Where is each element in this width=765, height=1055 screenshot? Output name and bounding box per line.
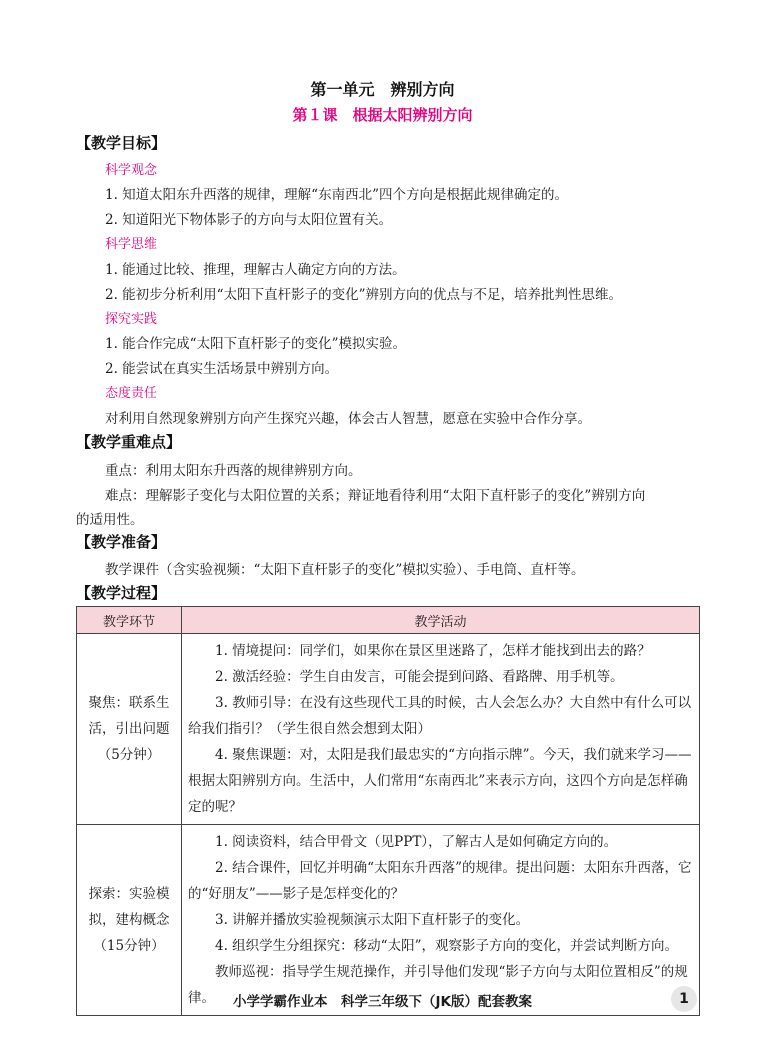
column-header-activity: 教学活动 [182, 607, 700, 634]
practice-item: 1. 能合作完成“太阳下直杆影子的变化”模拟实验。 [105, 336, 406, 352]
stage-text: 探索：实验模 [88, 886, 170, 902]
activity-cell [182, 825, 700, 1016]
concept-item: 1. 知道太阳东升西落的规律，理解“东南西北”四个方向是根据此规律确定的。 [105, 187, 568, 203]
stage-text: （15分钟） [93, 938, 165, 954]
activity-item: 1. 情境提问：同学们，如果你在景区里迷路了，怎样才能找到出去的路？ [215, 643, 651, 659]
difficult-point: 难点：理解影子变化与太阳位置的关系；辩证地看待利用“太阳下直杆影子的变化”辨别方向 [105, 488, 646, 504]
activity-item: 3. 讲解并播放实验视频演示太阳下直杆影子的变化。 [215, 912, 530, 928]
section-heading-preparation: 【教学准备】 [76, 533, 167, 551]
key-point: 重点：利用太阳东升西落的规律辨别方向。 [105, 463, 362, 479]
activity-cell [182, 634, 700, 825]
activity-item: 4. 组织学生分组探究：移动“太阳”，观察影子方向的变化，并尝试判断方向。 [215, 938, 678, 954]
section-heading-process: 【教学过程】 [76, 584, 167, 602]
activity-item: 3. 教师引导：在没有这些现代工具的时候，古人会怎么办？大自然中有什么可以给我们指引？（学生很自然会想到太阳） [188, 695, 692, 737]
thinking-item: 1. 能通过比较、推理，理解古人确定方向的方法。 [105, 262, 406, 278]
section-heading-key-points: 【教学重难点】 [76, 433, 182, 451]
table-row [77, 634, 700, 825]
subheading-thinking: 科学思维 [105, 237, 158, 252]
footer-title: 小学学霸作业本 科学三年级下（JK版）配套教案 [233, 994, 532, 1010]
subheading-concept: 科学观念 [105, 163, 158, 178]
preparation-text: 教学课件（含实验视频：“太阳下直杆影子的变化”模拟实验）、手电筒、直杆等。 [105, 562, 585, 578]
subheading-attitude: 态度责任 [105, 386, 158, 401]
difficult-point-continued: 的适用性。 [76, 512, 144, 528]
table-row [77, 825, 700, 1016]
column-header-stage: 教学环节 [77, 607, 182, 634]
unit-title: 第一单元 辨别方向 [310, 80, 455, 99]
process-table [76, 606, 700, 1016]
stage-cell [77, 634, 182, 825]
activity-item: 4. 聚焦课题：对，太阳是我们最忠实的“方向指示牌”。今天，我们就来学习——根据太阳辨别方向。生活中，人们常用“东南西北”来表示方向，这四个方向是怎样确定的呢？ [188, 747, 692, 815]
activity-item: 2. 结合课件，回忆并明确“太阳东升西落”的规律。提出问题：太阳东升西落，它的“好朋友”——影子是怎样变化的？ [188, 860, 692, 902]
activity-item: 教师巡视：指导学生规范操作，并引导他们发现“影子方向与太阳位置相反”的规律。 [188, 964, 688, 1006]
section-heading-goals: 【教学目标】 [76, 134, 167, 152]
page-number: 1 [671, 986, 697, 1012]
attitude-item: 对利用自然现象辨别方向产生探究兴趣，体会古人智慧，愿意在实验中合作分享。 [105, 411, 591, 427]
table-header-row [77, 607, 700, 634]
stage-text: 活，引出问题 [88, 721, 170, 737]
thinking-item: 2. 能初步分析利用“太阳下直杆影子的变化”辨别方向的优点与不足，培养批判性思维。 [105, 287, 622, 303]
stage-text: 拟，建构概念 [88, 912, 170, 928]
stage-text: （5分钟） [97, 747, 161, 763]
activity-item: 2. 激活经验：学生自由发言，可能会提到问路、看路牌、用手机等。 [215, 669, 624, 685]
stage-cell [77, 825, 182, 1016]
subheading-practice: 探究实践 [105, 312, 158, 327]
stage-text: 聚焦：联系生 [88, 695, 170, 711]
practice-item: 2. 能尝试在真实生活场景中辨别方向。 [105, 361, 339, 377]
concept-item: 2. 知道阳光下物体影子的方向与太阳位置有关。 [105, 212, 393, 228]
lesson-title: 第１课 根据太阳辨别方向 [292, 106, 473, 124]
activity-item: 1. 阅读资料，结合甲骨文（见PPT），了解古人是如何确定方向的。 [215, 834, 618, 850]
